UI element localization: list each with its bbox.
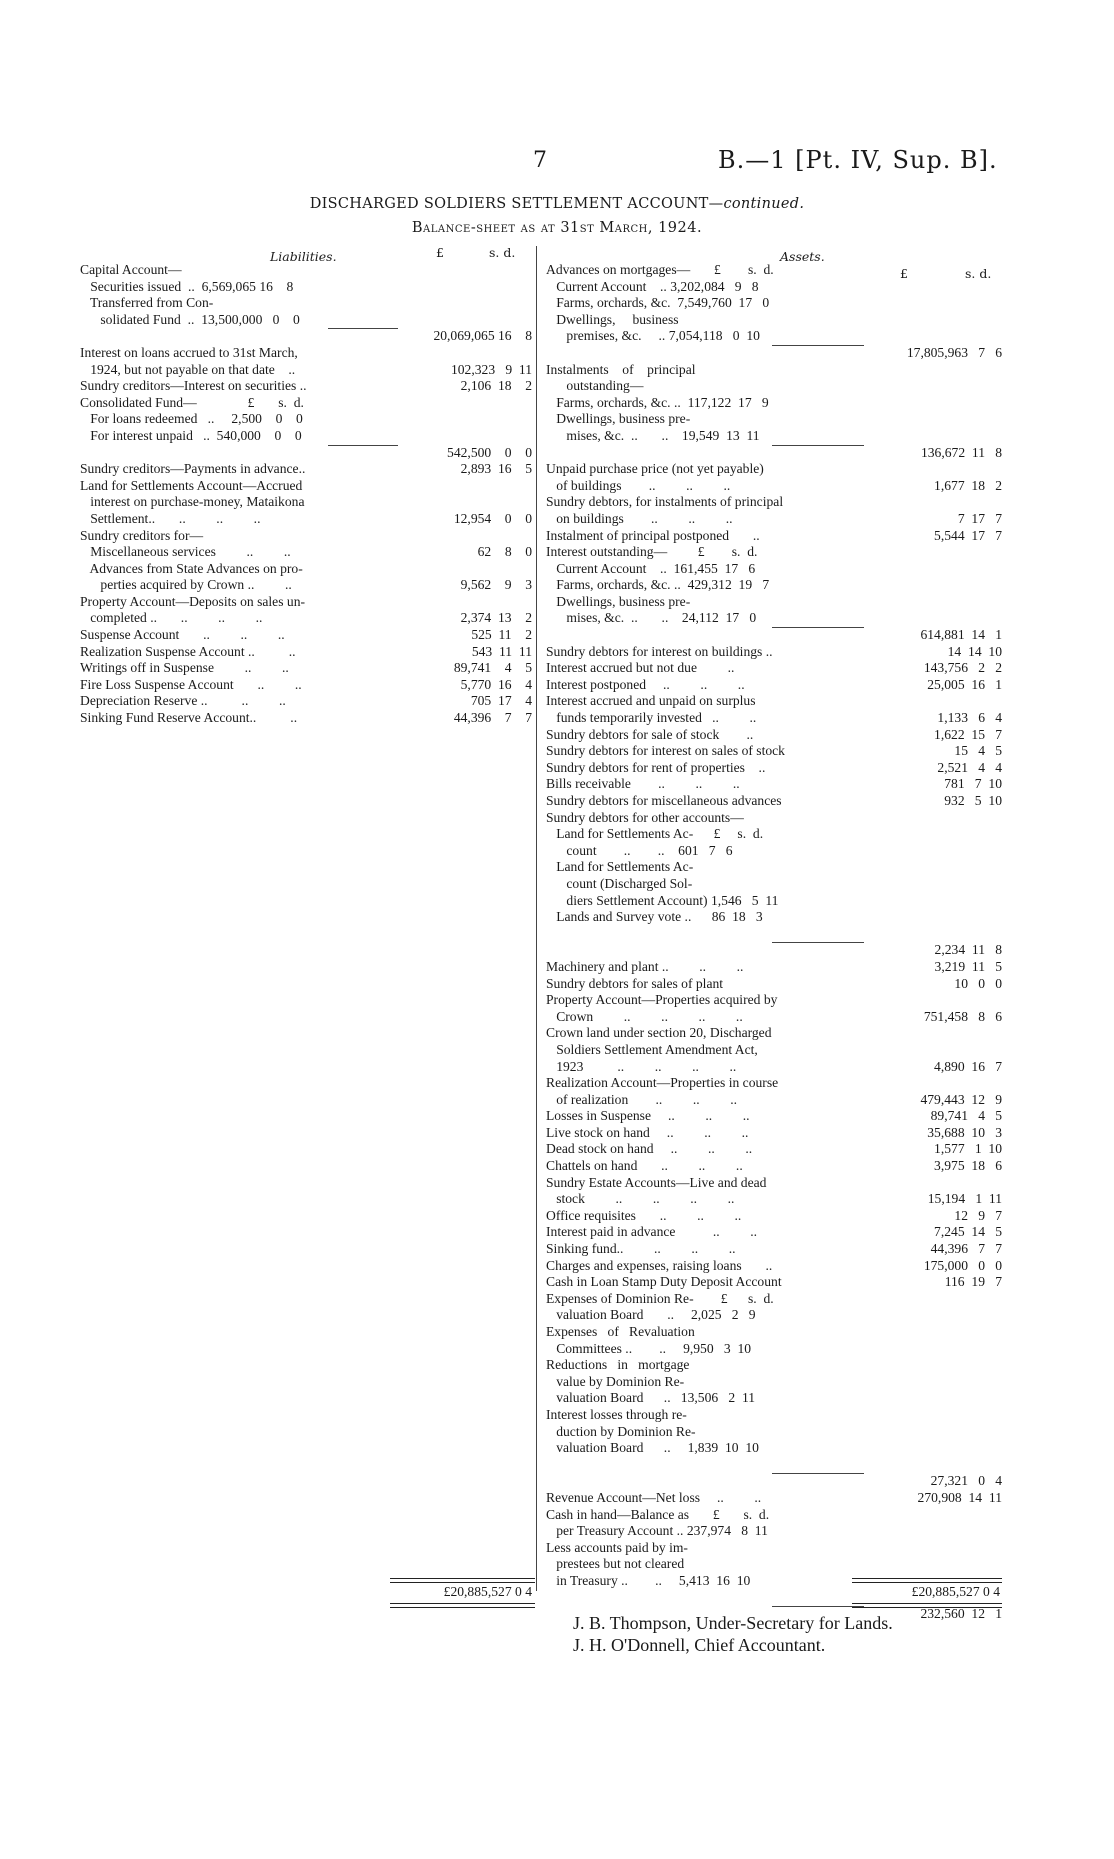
row-label: Farms, orchards, &c. .. 117,122 17 9	[546, 394, 769, 410]
row-amount: 15,194 1 11	[927, 1191, 1002, 1207]
assets-row	[546, 693, 1002, 710]
row-amount: 20,069,065 16 8	[433, 328, 532, 344]
assets-row	[546, 1175, 1002, 1192]
row-label: Unpaid purchase price (not yet payable)	[546, 461, 764, 477]
liab-row	[80, 312, 532, 329]
liab-row	[80, 644, 532, 661]
row-label: solidated Fund .. 13,500,000 0 0	[80, 311, 300, 327]
row-label: count .. .. 601 7 6	[546, 842, 733, 858]
row-label: Revenue Account—Net loss .. ..	[546, 1489, 762, 1505]
row-label: valuation Board .. 13,506 2 11	[546, 1390, 756, 1406]
row-amount: 1,133 6 4	[937, 710, 1002, 726]
assets-row	[546, 1208, 1002, 1225]
liabilities-total-rule	[390, 1578, 535, 1583]
row-label: Expenses of Revaluation	[546, 1324, 695, 1339]
liab-row	[80, 262, 532, 279]
title-italic: continued.	[723, 196, 805, 212]
row-label: Advances on mortgages— £ s. d.	[546, 262, 774, 277]
assets-row	[546, 926, 1002, 943]
row-label: Capital Account—	[80, 262, 182, 277]
assets-row	[546, 1457, 1002, 1474]
assets-row	[546, 1042, 1002, 1059]
assets-row	[546, 760, 1002, 777]
assets-row	[546, 1324, 1002, 1341]
row-label: Land for Settlements Ac-	[546, 859, 694, 875]
assets-row	[546, 1291, 1002, 1308]
assets-row	[546, 1556, 1002, 1573]
row-label: Interest postponed .. .. ..	[546, 676, 745, 692]
row-amount: 7 17 7	[957, 510, 1002, 526]
liab-row	[80, 328, 532, 345]
row-label: diers Settlement Account) 1,546 5 11	[546, 892, 779, 908]
row-label: in Treasury .. .. 5,413 16 10	[546, 1572, 751, 1588]
assets-row	[546, 395, 1002, 412]
row-label: funds temporarily invested .. ..	[546, 710, 757, 726]
assets-row	[546, 810, 1002, 827]
liab-row	[80, 544, 532, 561]
row-amount: 751,458 8 6	[923, 1008, 1002, 1024]
row-label: Advances from State Advances on pro-	[80, 560, 303, 576]
row-amount: 3,975 18 6	[934, 1158, 1002, 1174]
row-label: Interest losses through re-	[546, 1406, 687, 1422]
row-label: Sundry debtors for sales of plant	[546, 975, 724, 991]
row-label: Dwellings, business pre-	[546, 593, 691, 609]
liab-row	[80, 494, 532, 511]
row-amount: 1,622 15 7	[934, 726, 1002, 742]
assets-total-underline	[852, 1603, 1002, 1608]
assets-row	[546, 461, 1002, 478]
row-amount: 25,005 16 1	[927, 676, 1002, 692]
row-label: Bills receivable .. .. ..	[546, 776, 740, 792]
row-amount: 7,245 14 5	[934, 1224, 1002, 1240]
subtotal-rule	[328, 328, 398, 329]
row-amount: 932 5 10	[944, 793, 1002, 808]
row-label: Sinking fund.. .. .. ..	[546, 1241, 736, 1257]
subtotal-rule	[772, 445, 864, 446]
row-label: Writings off in Suspense .. ..	[80, 660, 289, 676]
assets-row	[546, 1125, 1002, 1142]
row-label: Consolidated Fund— £ s. d.	[80, 394, 304, 410]
row-label: valuation Board .. 2,025 2 9	[546, 1307, 756, 1323]
assets-row	[546, 295, 1002, 312]
row-label: mises, &c. .. .. 24,112 17 0	[546, 610, 757, 626]
assets-row	[546, 1440, 1002, 1457]
liab-row	[80, 577, 532, 594]
row-amount: 35,688 10 3	[927, 1124, 1002, 1140]
liabilities-total: £20,885,527 0 4	[443, 1584, 532, 1599]
row-label: Interest accrued and unpaid on surplus	[546, 693, 756, 709]
row-label: Current Account .. 3,202,084 9 8	[546, 278, 759, 294]
row-label: Fire Loss Suspense Account .. ..	[80, 676, 302, 692]
row-label: Soldiers Settlement Amendment Act,	[546, 1041, 758, 1057]
row-label: Interest outstanding— £ s. d.	[546, 544, 758, 560]
row-amount: 10 0 0	[954, 975, 1002, 991]
row-label: outstanding—	[546, 378, 644, 394]
row-label: mises, &c. .. .. 19,549 13 11	[546, 427, 760, 443]
liab-row	[80, 362, 532, 379]
liab-row	[80, 478, 532, 495]
row-amount: 14 14 10	[947, 643, 1002, 659]
assets-row	[546, 1059, 1002, 1076]
row-label: Settlement.. .. .. ..	[80, 510, 261, 526]
liab-row	[80, 528, 532, 545]
liab-row	[80, 461, 532, 478]
row-label: For loans redeemed .. 2,500 0 0	[80, 411, 303, 427]
row-label: Sundry debtors for rent of properties ..	[546, 759, 766, 775]
assets-row	[546, 627, 1002, 644]
assets-row	[546, 644, 1002, 661]
row-amount: 102,323 9 11	[450, 361, 532, 377]
liabilities-heading: Liabilities.	[270, 249, 337, 264]
subtotal-rule	[772, 1473, 864, 1474]
assets-row	[546, 1390, 1002, 1407]
row-amount: 143,756 2 2	[923, 660, 1002, 676]
row-label: Sundry Estate Accounts—Live and dead	[546, 1174, 767, 1190]
row-amount: 116 19 7	[944, 1274, 1002, 1290]
assets-row	[546, 1407, 1002, 1424]
assets-row	[546, 909, 1002, 926]
row-amount: 5,544 17 7	[934, 527, 1002, 543]
assets-row	[546, 893, 1002, 910]
row-label: Charges and expenses, raising loans ..	[546, 1257, 773, 1273]
row-label: Interest on loans accrued to 31st March,	[80, 344, 298, 360]
assets-row	[546, 1025, 1002, 1042]
assets-row	[546, 511, 1002, 528]
liab-row	[80, 511, 532, 528]
row-label: on buildings .. .. ..	[546, 510, 733, 526]
row-label: Realization Suspense Account .. ..	[80, 643, 296, 659]
row-amount: 2,893 16 5	[460, 461, 532, 477]
row-label: Interest accrued but not due ..	[546, 660, 735, 676]
signature-under-secretary: J. B. Thompson, Under-Secretary for Lands.	[573, 1613, 893, 1633]
row-label: Reductions in mortgage	[546, 1357, 690, 1373]
row-amount: 232,560 12 1	[920, 1606, 1002, 1622]
assets-row	[546, 1307, 1002, 1324]
assets-total-rule	[852, 1578, 1002, 1583]
assets-row	[546, 1108, 1002, 1125]
row-label: Dead stock on hand .. .. ..	[546, 1141, 753, 1157]
row-amount: 4,890 16 7	[934, 1058, 1002, 1074]
assets-row	[546, 1141, 1002, 1158]
row-label: Sundry creditors—Payments in advance..	[80, 461, 306, 477]
assets-row	[546, 1258, 1002, 1275]
row-amount: 705 17 4	[470, 693, 532, 709]
liabilities-list	[80, 262, 532, 727]
row-label: Cash in Loan Stamp Duty Deposit Account	[546, 1274, 782, 1290]
row-label: Expenses of Dominion Re- £ s. d.	[546, 1290, 774, 1306]
liab-row	[80, 295, 532, 312]
assets-row	[546, 494, 1002, 511]
assets-row	[546, 976, 1002, 993]
assets-row	[546, 345, 1002, 362]
row-label: Office requisites .. .. ..	[546, 1207, 742, 1223]
assets-row	[546, 743, 1002, 760]
row-label: Losses in Suspense .. .. ..	[546, 1108, 750, 1124]
row-amount: 9,562 9 3	[460, 577, 532, 593]
row-label: per Treasury Account .. 237,974 8 11	[546, 1523, 768, 1539]
assets-row	[546, 826, 1002, 843]
row-amount: 1,677 18 2	[934, 477, 1002, 493]
assets-row	[546, 1357, 1002, 1374]
row-label: For interest unpaid .. 540,000 0 0	[80, 427, 302, 443]
assets-row	[546, 1341, 1002, 1358]
row-label: value by Dominion Re-	[546, 1373, 685, 1389]
assets-row	[546, 528, 1002, 545]
row-label: Sundry creditors—Interest on securities ..	[80, 378, 307, 394]
liab-row	[80, 395, 532, 412]
liab-row	[80, 610, 532, 627]
subtotal-rule	[772, 627, 864, 628]
row-label: Dwellings, business pre-	[546, 411, 691, 427]
liab-row	[80, 445, 532, 462]
row-label: valuation Board .. 1,839 10 10	[546, 1440, 759, 1456]
liabilities-total-underline	[390, 1603, 535, 1608]
row-amount: 15 4 5	[954, 743, 1002, 759]
assets-row	[546, 610, 1002, 627]
row-label: 1924, but not payable on that date ..	[80, 361, 296, 377]
assets-row	[546, 428, 1002, 445]
assets-row	[546, 1241, 1002, 1258]
assets-row	[546, 677, 1002, 694]
row-amount: 3,219 11 5	[934, 958, 1002, 974]
assets-row	[546, 411, 1002, 428]
row-label: Less accounts paid by im-	[546, 1539, 688, 1555]
assets-row	[546, 478, 1002, 495]
row-amount: 525 11 2	[471, 627, 532, 643]
assets-row	[546, 1507, 1002, 1524]
row-label: Miscellaneous services .. ..	[80, 544, 291, 560]
assets-row	[546, 1158, 1002, 1175]
assets-row	[546, 1009, 1002, 1026]
row-label: Sundry debtors, for instalments of principal	[546, 494, 784, 510]
row-amount: 44,396 7 7	[930, 1241, 1002, 1257]
assets-row	[546, 1424, 1002, 1441]
row-amount: 543 11 11	[471, 643, 532, 659]
row-label: Sundry creditors for—	[80, 527, 204, 543]
row-label: Securities issued .. 6,569,065 16 8	[80, 278, 294, 294]
liab-row	[80, 693, 532, 710]
document-reference: B.—1 [Pt. IV, Sup. B].	[718, 146, 998, 174]
row-label: prestees but not cleared	[546, 1556, 685, 1572]
row-label: Crown .. .. .. ..	[546, 1008, 743, 1024]
assets-list	[546, 262, 1002, 1623]
row-label: Sundry debtors for miscellaneous advances	[546, 793, 782, 808]
row-label: Lands and Survey vote .. 86 18 3	[546, 909, 763, 925]
assets-row	[546, 262, 1002, 279]
row-label: Property Account—Properties acquired by	[546, 992, 778, 1008]
row-amount: 781 7 10	[944, 776, 1002, 792]
row-label: Suspense Account .. .. ..	[80, 627, 285, 643]
row-label: Machinery and plant .. .. ..	[546, 958, 744, 974]
assets-row	[546, 959, 1002, 976]
row-amount: 614,881 14 1	[920, 627, 1002, 643]
liab-row	[80, 428, 532, 445]
row-amount: 27,321 0 4	[930, 1473, 1002, 1489]
assets-total: £20,885,527 0 4	[911, 1584, 1000, 1599]
subtotal-rule	[772, 345, 864, 346]
column-divider	[536, 246, 537, 1591]
assets-row	[546, 362, 1002, 379]
assets-row	[546, 1092, 1002, 1109]
row-label: of buildings .. .. ..	[546, 477, 731, 493]
signature-chief-accountant: J. H. O'Donnell, Chief Accountant.	[573, 1635, 826, 1655]
assets-row	[546, 1274, 1002, 1291]
row-amount: 5,770 16 4	[460, 676, 532, 692]
assets-row	[546, 942, 1002, 959]
row-amount: 89,741 4 5	[930, 1108, 1002, 1124]
row-label: Current Account .. 161,455 17 6	[546, 560, 756, 576]
assets-pound-header: £	[900, 266, 908, 281]
assets-row	[546, 710, 1002, 727]
row-label: Property Account—Deposits on sales un-	[80, 593, 306, 609]
assets-row	[546, 859, 1002, 876]
row-label: Sinking Fund Reserve Account.. ..	[80, 710, 298, 726]
liab-row	[80, 660, 532, 677]
row-amount: 2,374 13 2	[460, 610, 532, 626]
row-label: Sundry debtors for sale of stock ..	[546, 726, 754, 742]
row-label: Interest paid in advance .. ..	[546, 1224, 758, 1240]
row-label: Farms, orchards, &c. .. 429,312 19 7	[546, 577, 770, 593]
row-label: duction by Dominion Re-	[546, 1423, 696, 1439]
assets-row	[546, 378, 1002, 395]
liab-row	[80, 594, 532, 611]
page-number: 7	[533, 148, 547, 173]
assets-row	[546, 1540, 1002, 1557]
row-amount: 270,908 14 11	[917, 1489, 1002, 1505]
row-label: Farms, orchards, &c. 7,549,760 17 0	[546, 295, 770, 311]
assets-row	[546, 793, 1002, 810]
row-amount: 2,521 4 4	[937, 759, 1002, 775]
row-amount: 136,672 11 8	[920, 444, 1002, 460]
liab-row	[80, 561, 532, 578]
assets-row	[546, 660, 1002, 677]
row-label: Realization Account—Properties in course	[546, 1075, 779, 1091]
liab-row	[80, 378, 532, 395]
assets-row	[546, 279, 1002, 296]
title-main: DISCHARGED SOLDIERS SETTLEMENT ACCOUNT—	[309, 196, 724, 212]
assets-row	[546, 312, 1002, 329]
row-amount: 2,106 18 2	[460, 378, 532, 394]
row-label: Transferred from Con-	[80, 295, 214, 311]
row-label: Instalments of principal	[546, 361, 696, 377]
row-label: stock .. .. .. ..	[546, 1191, 735, 1207]
assets-sd-header: s. d.	[965, 266, 992, 281]
assets-row	[546, 1191, 1002, 1208]
row-amount: 1,577 1 10	[934, 1141, 1002, 1157]
row-label: Sundry debtors for other accounts—	[546, 809, 744, 825]
liab-row	[80, 627, 532, 644]
row-amount: 175,000 0 0	[923, 1257, 1002, 1273]
row-label: Live stock on hand .. .. ..	[546, 1124, 749, 1140]
row-label: Instalment of principal postponed ..	[546, 527, 760, 543]
liab-row	[80, 411, 532, 428]
assets-row	[546, 843, 1002, 860]
row-amount: 44,396 7 7	[453, 710, 532, 726]
row-label: 1923 .. .. .. ..	[546, 1058, 737, 1074]
assets-row	[546, 561, 1002, 578]
row-label: Crown land under section 20, Discharged	[546, 1025, 772, 1041]
assets-row	[546, 328, 1002, 345]
document-subtitle: Balance-sheet as at 31st March, 1924.	[411, 220, 703, 236]
assets-row	[546, 594, 1002, 611]
assets-heading: Assets.	[780, 249, 825, 264]
row-label: interest on purchase-money, Mataikona	[80, 494, 305, 510]
liabilities-sd-header: s. d.	[489, 245, 516, 260]
row-amount: 89,741 4 5	[453, 660, 532, 676]
row-label: Sundry debtors for interest on buildings ..	[546, 643, 773, 659]
assets-row	[546, 1473, 1002, 1490]
subtotal-rule	[772, 942, 864, 943]
liabilities-pound-header: £	[436, 245, 444, 260]
subtotal-rule	[328, 445, 398, 446]
row-label: perties acquired by Crown .. ..	[80, 577, 292, 593]
row-label: Cash in hand—Balance as £ s. d.	[546, 1506, 770, 1522]
assets-row	[546, 1224, 1002, 1241]
document-title	[0, 196, 1114, 212]
assets-row	[546, 1523, 1002, 1540]
assets-row	[546, 992, 1002, 1009]
assets-row	[546, 1374, 1002, 1391]
subtotal-rule	[772, 1606, 864, 1607]
row-label: Chattels on hand .. .. ..	[546, 1158, 743, 1174]
assets-row	[546, 577, 1002, 594]
row-amount: 2,234 11 8	[934, 942, 1002, 958]
liab-row	[80, 279, 532, 296]
row-label: completed .. .. .. ..	[80, 610, 263, 626]
row-label: Depreciation Reserve .. .. ..	[80, 693, 286, 709]
assets-row	[546, 776, 1002, 793]
assets-row	[546, 1075, 1002, 1092]
assets-row	[546, 876, 1002, 893]
row-amount: 12,954 0 0	[453, 510, 532, 526]
row-label: premises, &c. .. 7,054,118 0 10	[546, 328, 760, 344]
row-amount: 12 9 7	[954, 1207, 1002, 1223]
row-label: Sundry debtors for interest on sales of stock	[546, 743, 785, 759]
row-amount: 542,500 0 0	[447, 444, 532, 460]
assets-row	[546, 445, 1002, 462]
row-amount: 62 8 0	[477, 544, 532, 560]
row-amount: 479,443 12 9	[920, 1091, 1002, 1107]
liab-row	[80, 710, 532, 727]
row-label: Land for Settlements Account—Accrued	[80, 477, 303, 493]
row-label: Land for Settlements Ac- £ s. d.	[546, 826, 764, 842]
assets-row	[546, 544, 1002, 561]
assets-row	[546, 1490, 1002, 1507]
row-label: Committees .. .. 9,950 3 10	[546, 1340, 752, 1356]
row-amount: 17,805,963 7 6	[906, 344, 1002, 360]
row-label: count (Discharged Sol-	[546, 875, 693, 891]
row-label: of realization .. .. ..	[546, 1091, 738, 1107]
liab-row	[80, 677, 532, 694]
liab-row	[80, 345, 532, 362]
assets-row	[546, 727, 1002, 744]
row-label: Dwellings, business	[546, 311, 679, 327]
